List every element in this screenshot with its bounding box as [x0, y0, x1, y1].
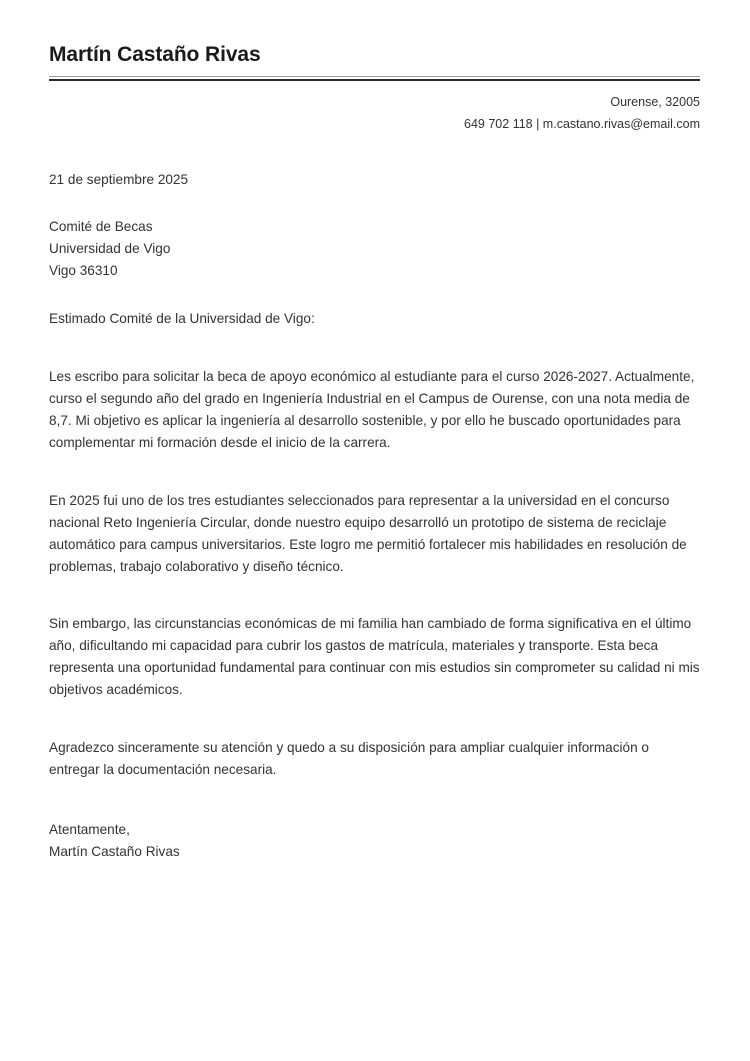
contact-location: Ourense, 32005	[610, 95, 700, 110]
recipient-line: Comité de Becas	[49, 219, 153, 235]
valediction: Atentamente,	[49, 822, 130, 838]
contact-phone-email: 649 702 118 | m.castano.rivas@email.com	[464, 116, 700, 131]
body-paragraph: Sin embargo, las circunstancias económicas de mi familia han cambiado de forma significativa en el último año, dificultando mi capacidad para cubrir los gastos de matrícula, materiales y transporte. Esta beca representa una oportunidad fundamental para continuar con mis estudios sin comprometer su calidad ni mis objetivos académicos.	[49, 616, 700, 698]
body-paragraph: Les escribo para solicitar la beca de apoyo económico al estudiante para el curso 2026-2027. Actualmente, curso el segundo año del grado en Ingeniería Industrial en el Campus de Ourense, con una nota media de 8,7. Mi objetivo es aplicar la ingeniería al desarrollo sostenible, y por ello he buscado oportunidades para complementar mi formación desde el inicio de la carrera.	[49, 368, 695, 450]
applicant-name: Martín Castaño Rivas	[49, 43, 261, 66]
salutation: Estimado Comité de la Universidad de Vigo:	[49, 311, 315, 327]
recipient-line: Universidad de Vigo	[49, 241, 171, 257]
signature-name: Martín Castaño Rivas	[49, 844, 180, 860]
letter-date: 21 de septiembre 2025	[49, 172, 189, 188]
closing-block	[49, 794, 700, 863]
letter-body	[49, 135, 700, 863]
recipient-address	[49, 191, 700, 282]
recipient-line: Vigo 36310	[49, 263, 118, 279]
letter-header	[49, 40, 700, 135]
body-paragraph: En 2025 fui uno de los tres estudiantes seleccionados para representar a la universidad en el concurso nacional Reto Ingeniería Circular, donde nuestro equipo desarrolló un prototipo de sistema de reciclaje automático para campus universitarios. Este logro me permitió fortalecer mis habilidades en resolución de problemas, trabajo colaborativo y diseño técnico.	[49, 492, 687, 574]
body-paragraph: Agradezco sinceramente su atención y quedo a su disposición para ampliar cualquier información o entregar la documentación necesaria.	[49, 739, 649, 777]
contact-block	[49, 81, 700, 135]
